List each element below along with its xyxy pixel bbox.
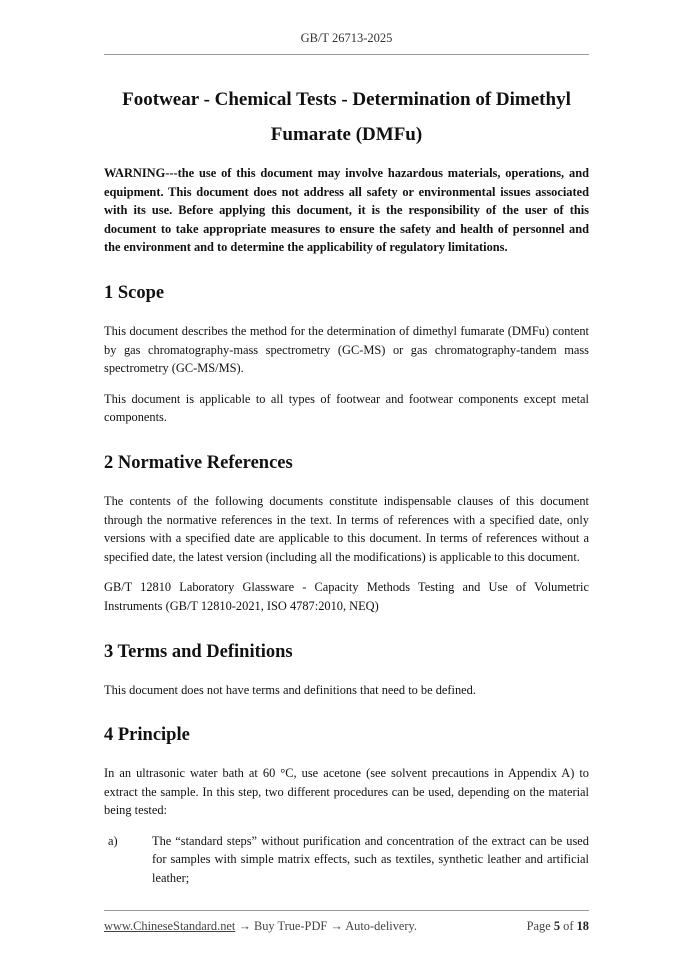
principle-paragraph: In an ultrasonic water bath at 60 °C, use acetone (see solvent precautions in Appendix A) to extract the sample. In this step, two different procedures can be used, depending on the material being tested: (104, 766, 589, 818)
normative-reference-entry: GB/T 12810 Laboratory Glassware - Capacity Methods Testing and Use of Volumetric Instruments (GB/T 12810-2021, ISO 4787:2010, NEQ) (104, 580, 589, 613)
header-divider (104, 54, 589, 55)
footer-buy-text: Buy True-PDF (253, 919, 328, 933)
footer-divider (104, 910, 589, 911)
page-number (527, 919, 589, 934)
page-label: Page (526, 919, 551, 933)
document-title (96, 82, 597, 152)
normative-paragraph-1: The contents of the following documents constitute indispensable clauses of this document through the normative references in the text. In terms of references with a specified date, only versions with a specified date are applicable to this document. In terms of references without a specified date, the latest version (including all the modifications) is applicable to this document. (104, 493, 589, 564)
document-title-line-1: Footwear - Chemical Tests - Determination of Dimethyl (122, 89, 571, 110)
terms-paragraph: This document does not have terms and definitions that need to be defined. (104, 682, 476, 697)
arrow-right-icon: → (238, 919, 251, 933)
section-heading-principle: 4 Principle (104, 725, 190, 746)
section-heading-terms-definitions: 3 Terms and Definitions (104, 641, 293, 662)
scope-paragraph-2: This document is applicable to all types of footwear and footwear components except metal components. (104, 391, 589, 425)
page-footer (104, 919, 589, 934)
page-of-label: of (563, 919, 574, 933)
list-item-text: The “standard steps” without purification and concentration of the extract can be used for samples with simple matrix effects, such as textiles, synthetic leather and artificial leather; (152, 833, 589, 886)
section-heading-normative-references: 2 Normative References (104, 452, 293, 473)
list-item-marker: a) (108, 833, 118, 848)
warning-paragraph: WARNING---the use of this document may involve hazardous materials, operations, and equipment. This document does not address all safety or environmental issues associated with its use. Before applying this document, it is the responsibility of the user of this document to take appropriate measures to ensure the safety and health of personnel and the environment and to determine the applicability of regulatory limitations. (104, 166, 589, 255)
section-heading-scope: 1 Scope (104, 282, 165, 303)
document-title-line-2: Fumarate (DMFu) (270, 124, 423, 145)
footer-site-link[interactable]: www.ChineseStandard.net (104, 919, 236, 933)
document-body (104, 82, 589, 888)
list-item (104, 832, 589, 888)
page-current: 5 (553, 919, 561, 933)
page-total: 18 (576, 919, 589, 933)
page-header-standard-code: GB/T 26713-2025 (300, 31, 393, 45)
footer-links (104, 919, 417, 934)
scope-paragraph-1: This document describes the method for the determination of dimethyl fumarate (DMFu) content by gas chromatography-mass spectrometry (GC-MS) or gas chromatography-tandem mass spectrometry (GC-MS/MS). (104, 323, 589, 376)
arrow-right-icon: → (330, 919, 343, 933)
footer-delivery-text: Auto-delivery. (345, 919, 418, 933)
